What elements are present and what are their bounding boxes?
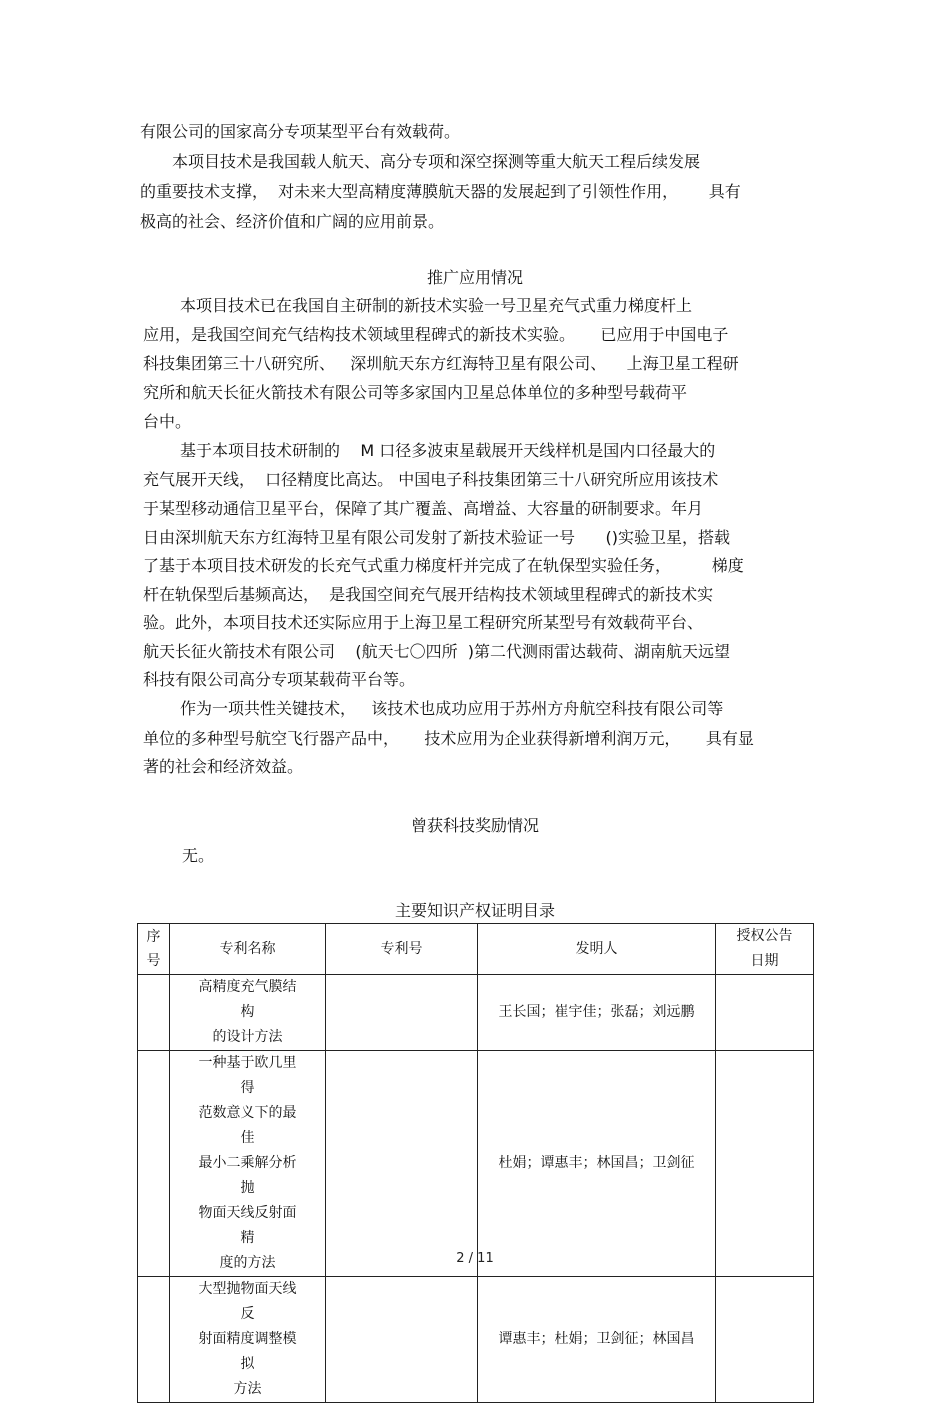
ip-table bbox=[137, 923, 814, 1403]
section-heading-promotion: 推广应用情况 bbox=[426, 268, 523, 287]
promotion-line: 杆在轨保型后基频高达， 是我国空间充气展开结构技术领域里程碑式的新技术实 bbox=[143, 585, 714, 604]
promotion-line: 基于本项目技术研制的 M 口径多波束星载展开天线样机是国内口径最大的 bbox=[180, 441, 716, 460]
header-seq-line: 号 bbox=[146, 953, 161, 969]
row-number bbox=[326, 975, 478, 1051]
page-number: 2 / 11 bbox=[456, 1251, 494, 1266]
row-inventors: 谭惠丰；杜娟；卫剑征；林国昌 bbox=[478, 1277, 716, 1403]
row-name-line: 范数意义下的最佳 bbox=[198, 1105, 297, 1146]
row-date bbox=[716, 1051, 814, 1277]
body-line: 本项目技术是我国载人航天、高分专项和深空探测等重大航天工程后续发展 bbox=[172, 152, 701, 171]
promotion-line: 究所和航天长征火箭技术有限公司等多家国内卫星总体单位的多种型号载荷平 bbox=[143, 383, 688, 402]
header-date bbox=[716, 924, 814, 975]
promotion-line: 应用，是我国空间充气结构技术领域里程碑式的新技术实验。 已应用于中国电子 bbox=[143, 325, 729, 344]
row-name-line: 射面精度调整模拟 bbox=[198, 1331, 297, 1372]
row-number bbox=[326, 1051, 478, 1277]
promotion-line: 验。此外，本项目技术还实际应用于上海卫星工程研究所某型号有效载荷平台、 bbox=[143, 613, 704, 632]
promotion-line: 充气展开天线， 口径精度比高达。 中国电子科技集团第三十八研究所应用该技术 bbox=[143, 470, 719, 489]
table-row bbox=[138, 1277, 814, 1403]
promotion-line: 科技集团第三十八研究所、 深圳航天东方红海特卫星有限公司、 上海卫星工程研 bbox=[143, 354, 739, 373]
promotion-line: 本项目技术已在我国自主研制的新技术实验一号卫星充气式重力梯度杆上 bbox=[180, 296, 693, 315]
promotion-line: 著的社会和经济效益。 bbox=[143, 757, 304, 776]
row-name-line: 一种基于欧几里得 bbox=[198, 1055, 297, 1096]
row-name-line: 方法 bbox=[233, 1381, 262, 1397]
header-date-line: 日期 bbox=[750, 953, 779, 969]
row-seq bbox=[138, 1051, 170, 1277]
table-row bbox=[138, 975, 814, 1051]
row-name-line: 最小二乘解分析抛 bbox=[198, 1155, 297, 1196]
promotion-line: 作为一项共性关键技术， 该技术也成功应用于苏州方舟航空科技有限公司等 bbox=[180, 699, 724, 718]
row-name-line: 度的方法 bbox=[219, 1255, 276, 1271]
promotion-line: 日由深圳航天东方红海特卫星有限公司发射了新技术验证一号 ()实验卫星，搭载 bbox=[143, 528, 731, 547]
row-number bbox=[326, 1277, 478, 1403]
body-line: 的重要技术支撑， 对未来大型高精度薄膜航天器的发展起到了引领性作用， 具有 bbox=[140, 182, 741, 201]
promotion-line: 科技有限公司高分专项某载荷平台等。 bbox=[143, 670, 416, 689]
body-line: 极高的社会、经济价值和广阔的应用前景。 bbox=[140, 212, 445, 231]
row-name bbox=[170, 1277, 326, 1403]
header-seq-line: 序 bbox=[146, 929, 161, 945]
header-seq bbox=[138, 924, 170, 975]
section-heading-awards: 曾获科技奖励情况 bbox=[410, 816, 539, 835]
table-row bbox=[138, 1051, 814, 1277]
row-name-line: 高精度充气膜结构 bbox=[198, 979, 297, 1020]
awards-text: 无。 bbox=[182, 846, 215, 865]
row-name-line: 大型抛物面天线反 bbox=[198, 1281, 297, 1322]
row-seq bbox=[138, 975, 170, 1051]
row-inventors: 杜娟；谭惠丰；林国昌；卫剑征 bbox=[478, 1051, 716, 1277]
row-seq bbox=[138, 1277, 170, 1403]
promotion-line: 了基于本项目技术研发的长充气式重力梯度杆并完成了在轨保型实验任务， 梯度 bbox=[143, 556, 744, 575]
promotion-line: 单位的多种型号航空飞行器产品中， 技术应用为企业获得新增利润万元， 具有显 bbox=[143, 729, 754, 748]
row-name bbox=[170, 975, 326, 1051]
header-number: 专利号 bbox=[326, 924, 478, 975]
header-date-line: 授权公告 bbox=[736, 928, 793, 944]
row-name-line: 物面天线反射面精 bbox=[198, 1205, 297, 1246]
row-date bbox=[716, 975, 814, 1051]
header-inventors: 发明人 bbox=[478, 924, 716, 975]
body-line: 有限公司的国家高分专项某型平台有效载荷。 bbox=[140, 122, 461, 141]
row-inventors: 王长国；崔宇佳；张磊；刘远鹏 bbox=[478, 975, 716, 1051]
header-name: 专利名称 bbox=[170, 924, 326, 975]
promotion-line: 台中。 bbox=[143, 412, 192, 431]
table-title: 主要知识产权证明目录 bbox=[394, 901, 555, 920]
row-name-line: 的设计方法 bbox=[212, 1029, 283, 1045]
promotion-line: 航天长征火箭技术有限公司 (航天七〇四所 )第二代测雨雷达载荷、湖南航天远望 bbox=[143, 642, 731, 661]
row-date bbox=[716, 1277, 814, 1403]
table-header-row bbox=[138, 924, 814, 975]
row-name bbox=[170, 1051, 326, 1277]
promotion-line: 于某型移动通信卫星平台，保障了其广覆盖、高增益、大容量的研制要求。年月 bbox=[143, 499, 704, 518]
